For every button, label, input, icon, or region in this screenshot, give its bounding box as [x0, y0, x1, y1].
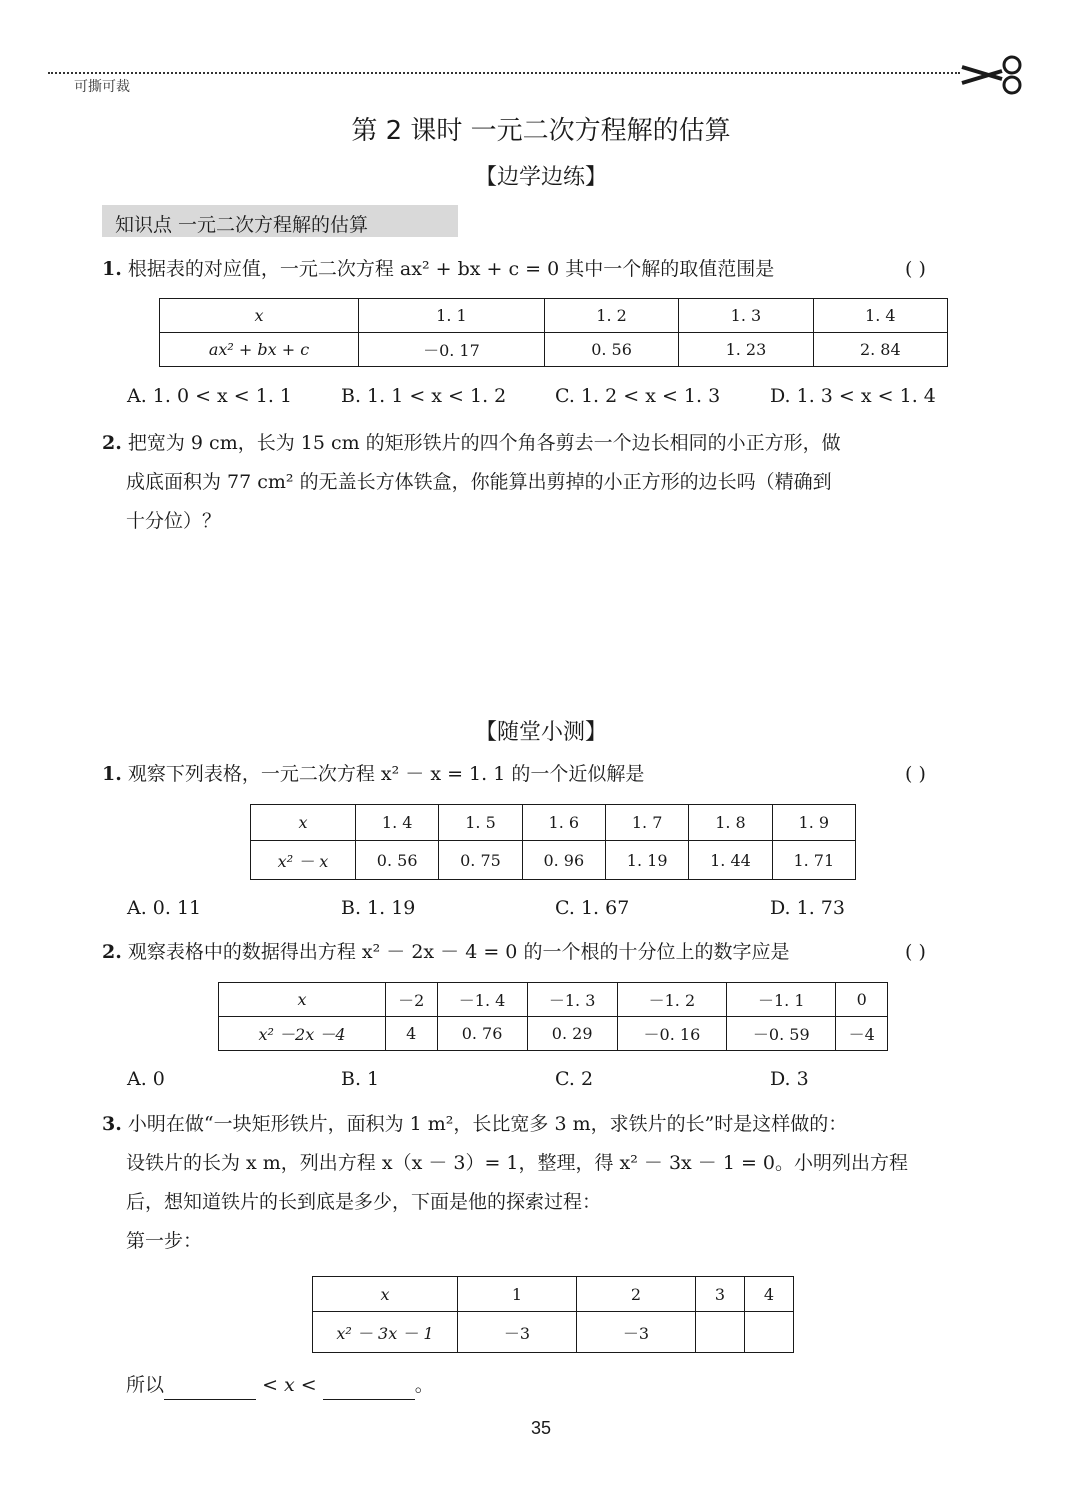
table-cell: 1. 6: [522, 805, 605, 841]
table-cell: 1. 4: [356, 805, 439, 841]
table-cell: 0. 56: [544, 333, 678, 367]
table-cell: 1. 8: [689, 805, 772, 841]
option-d[interactable]: D. 1. 73: [770, 897, 845, 919]
question-text-line2: 成底面积为 77 cm² 的无盖长方体铁盒，你能算出剪掉的小正方形的边长吗（精确到: [126, 471, 832, 493]
tear-label: 可撕可裁: [74, 79, 130, 95]
table-cell: x² －2x －4: [219, 1017, 386, 1051]
table-cell: 1. 23: [679, 333, 813, 367]
table-cell: 1. 9: [772, 805, 855, 841]
table-cell-blank[interactable]: [745, 1312, 794, 1353]
option-a[interactable]: A. 1. 0 < x < 1. 1: [127, 385, 293, 407]
option-c[interactable]: C. 1. 67: [555, 897, 630, 919]
section-title-practice: 【边学边练】: [474, 165, 607, 190]
question-number: 1.: [102, 763, 122, 785]
question-number: 1.: [102, 258, 122, 280]
table-cell: －4: [836, 1017, 888, 1051]
option-b[interactable]: B. 1: [341, 1068, 380, 1090]
table-cell: 1. 71: [772, 841, 855, 880]
option-d[interactable]: D. 3: [770, 1068, 809, 1090]
option-c[interactable]: C. 2: [555, 1068, 594, 1090]
answer-paren: ( ): [905, 763, 926, 785]
option-b[interactable]: B. 1. 19: [341, 897, 416, 919]
table-cell: ax² + bx + c: [160, 333, 359, 367]
table-cell-blank[interactable]: [696, 1312, 745, 1353]
table-cell: 1. 4: [813, 299, 947, 333]
s2-q3-answer-line: [126, 1370, 434, 1400]
table-cell: 1. 1: [359, 299, 545, 333]
option-b[interactable]: B. 1. 1 < x < 1. 2: [341, 385, 507, 407]
table-cell: x: [160, 299, 359, 333]
option-a[interactable]: A. 0: [127, 1068, 165, 1090]
step-label: 第一步：: [126, 1230, 203, 1252]
question-number: 2.: [102, 432, 122, 454]
option-d[interactable]: D. 1. 3 < x < 1. 4: [770, 385, 936, 407]
table-cell: －1. 3: [527, 983, 617, 1017]
s1-q2-stem: [102, 424, 982, 541]
question-text-line3: 十分位）？: [126, 510, 222, 532]
table-cell: 1. 5: [439, 805, 522, 841]
s2-q2-table: [218, 982, 888, 1051]
question-text: 根据表的对应值，一元二次方程 ax² + bx + c = 0 其中一个解的取值范围是: [127, 258, 775, 280]
table-cell: 2. 84: [813, 333, 947, 367]
table-cell: －0. 17: [359, 333, 545, 367]
table-cell: －3: [458, 1312, 577, 1353]
s1-q1-stem: [102, 254, 774, 284]
table-cell: 4: [745, 1277, 794, 1312]
question-text-line1: 小明在做“一块矩形铁片，面积为 1 m²，长比宽多 3 m，求铁片的长”时是这样做的：: [127, 1113, 848, 1135]
s2-q3-stem: [102, 1105, 982, 1261]
answer-blank-lower[interactable]: [164, 1379, 256, 1400]
table-cell: x² － x: [251, 841, 356, 880]
answer-prefix: 所以: [126, 1374, 165, 1396]
question-text-line2: 设铁片的长为 x m，列出方程 x（x － 3）= 1，整理，得 x² － 3x － 1 = 0。小明列出方程: [126, 1152, 909, 1174]
table-cell: 1. 44: [689, 841, 772, 880]
table-cell: 1: [458, 1277, 577, 1312]
table-cell: x² － 3x － 1: [313, 1312, 458, 1353]
answer-blank-upper[interactable]: [323, 1379, 415, 1400]
table-cell: 0. 29: [527, 1017, 617, 1051]
table-cell: 2: [577, 1277, 696, 1312]
table-cell: x: [313, 1277, 458, 1312]
table-cell: －0. 16: [617, 1017, 726, 1051]
table-cell: 1. 2: [544, 299, 678, 333]
answer-suffix: 。: [414, 1374, 434, 1396]
question-number: 2.: [102, 941, 122, 963]
table-cell: 3: [696, 1277, 745, 1312]
table-cell: 4: [386, 1017, 438, 1051]
table-cell: 0. 96: [522, 841, 605, 880]
question-number: 3.: [102, 1113, 122, 1135]
table-cell: 1. 3: [679, 299, 813, 333]
table-cell: x: [219, 983, 386, 1017]
page-number: 35: [530, 1418, 552, 1438]
table-cell: 1. 7: [605, 805, 688, 841]
s2-q2-stem: [102, 937, 789, 967]
table-cell: －0. 59: [727, 1017, 836, 1051]
question-text: 观察下列表格，一元二次方程 x² － x = 1. 1 的一个近似解是: [127, 763, 645, 785]
scissors-icon: [958, 55, 1028, 95]
option-a[interactable]: A. 0. 11: [127, 897, 202, 919]
s2-q1-stem: [102, 759, 644, 789]
answer-paren: ( ): [905, 258, 926, 280]
answer-middle: < x <: [262, 1374, 317, 1396]
table-cell: 0: [836, 983, 888, 1017]
table-cell: 0. 56: [356, 841, 439, 880]
answer-paren: ( ): [905, 941, 926, 963]
lesson-title: 第 2 课时 一元二次方程解的估算: [351, 116, 731, 146]
cut-line: [48, 72, 960, 74]
question-text: 观察表格中的数据得出方程 x² － 2x － 4 = 0 的一个根的十分位上的数字应是: [127, 941, 790, 963]
s1-q1-table: [159, 298, 948, 367]
table-cell: 0. 76: [437, 1017, 527, 1051]
option-c[interactable]: C. 1. 2 < x < 1. 3: [555, 385, 721, 407]
s2-q3-table: [312, 1276, 794, 1353]
section-title-quiz: 【随堂小测】: [474, 720, 607, 745]
table-cell: 0. 75: [439, 841, 522, 880]
question-text-line3: 后，想知道铁片的长到底是多少，下面是他的探索过程：: [126, 1191, 602, 1213]
table-cell: －1. 1: [727, 983, 836, 1017]
table-cell: 1. 19: [605, 841, 688, 880]
knowledge-point-label: 知识点 一元二次方程解的估算: [115, 214, 369, 236]
s2-q1-table: [250, 804, 856, 880]
table-cell: x: [251, 805, 356, 841]
table-cell: －2: [386, 983, 438, 1017]
table-cell: －1. 2: [617, 983, 726, 1017]
question-text-line1: 把宽为 9 cm，长为 15 cm 的矩形铁片的四个角各剪去一个边长相同的小正方形，做: [127, 432, 841, 454]
table-cell: －1. 4: [437, 983, 527, 1017]
table-cell: －3: [577, 1312, 696, 1353]
